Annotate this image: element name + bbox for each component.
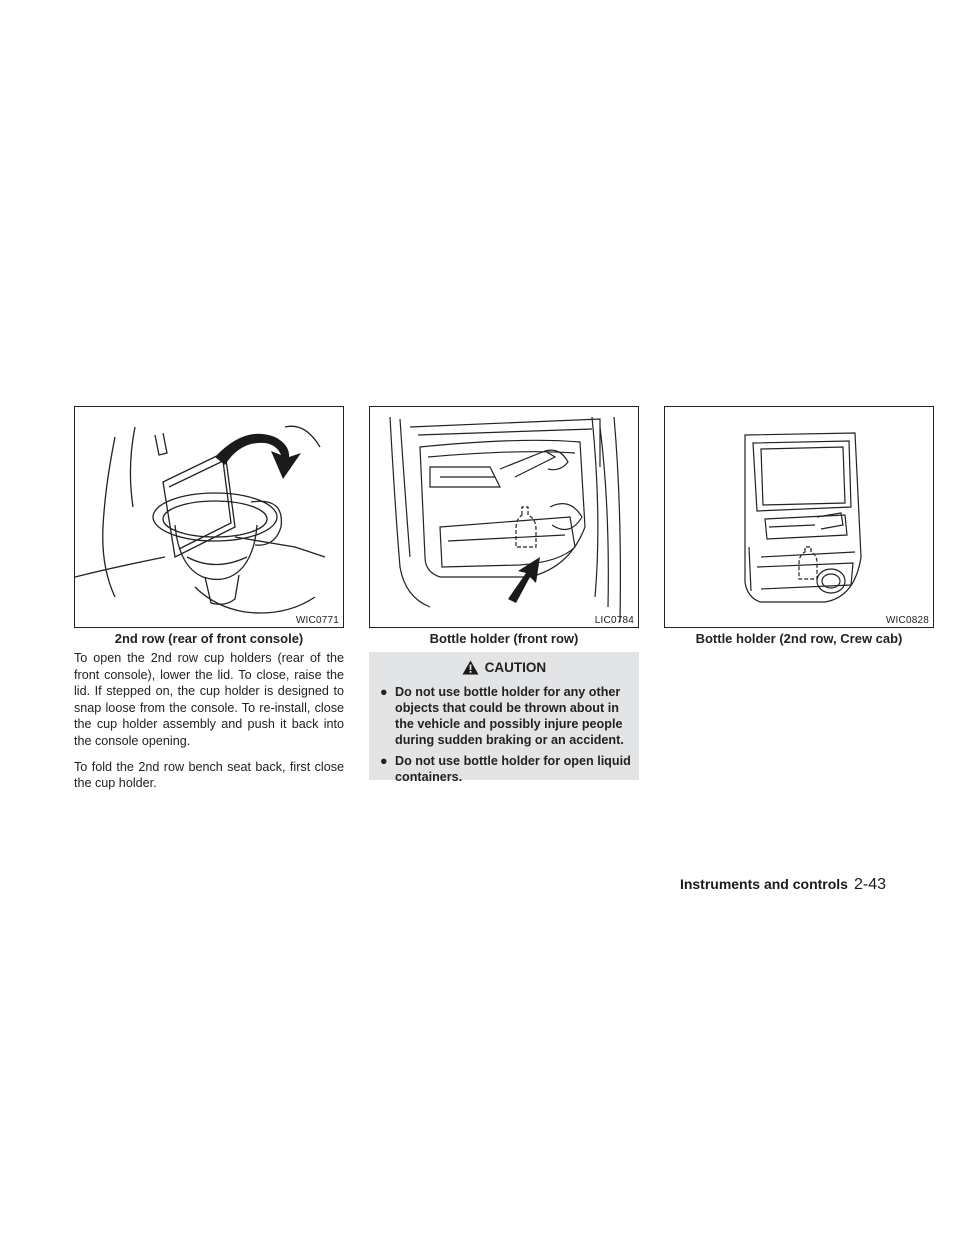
bullet: ● [380, 754, 388, 768]
figure-caption: Bottle holder (front row) [429, 631, 579, 646]
figure-code: WIC0771 [295, 615, 339, 626]
figure-bottle-holder-front [369, 406, 639, 628]
figure-caption: 2nd row (rear of front console) [114, 631, 304, 646]
cup-holder-illustration [75, 407, 344, 628]
front-door-illustration [370, 407, 639, 628]
page-footer [680, 876, 886, 894]
caution-item [377, 753, 631, 785]
figure-cup-holder [74, 406, 344, 628]
warning-triangle-icon [462, 660, 479, 675]
caution-list [377, 684, 631, 785]
rear-door-illustration [665, 407, 934, 628]
figure-code: WIC0828 [885, 615, 929, 626]
caution-title: CAUTION [484, 660, 547, 675]
caution-heading [377, 658, 631, 678]
body-paragraph: To fold the 2nd row bench seat back, first close the cup holder. [74, 759, 344, 791]
figure-code: LIC0784 [594, 615, 634, 626]
bullet: ● [380, 685, 388, 699]
footer-section-title: Instruments and controls [679, 876, 848, 892]
caution-item-text: Do not use bottle holder for any other objects that could be thrown about in the vehicle and possibly injure people during sudden braking or an accident. [395, 685, 624, 747]
caution-item [377, 684, 631, 748]
body-text [74, 650, 344, 801]
caution-item-text: Do not use bottle holder for open liquid containers. [395, 754, 631, 784]
figure-bottle-holder-rear [664, 406, 934, 628]
page-number: 2-43 [853, 876, 886, 893]
body-paragraph: To open the 2nd row cup holders (rear of the front console), lower the lid. To close, raise the lid. If stepped on, the cup holder is designed to snap loose from the console. To re-install, close the cup holder assembly and push it back into the console opening. [74, 651, 344, 748]
figure-caption: Bottle holder (2nd row, Crew cab) [695, 631, 903, 646]
caution-box [369, 652, 639, 784]
pointer-arrow-icon [508, 557, 540, 603]
